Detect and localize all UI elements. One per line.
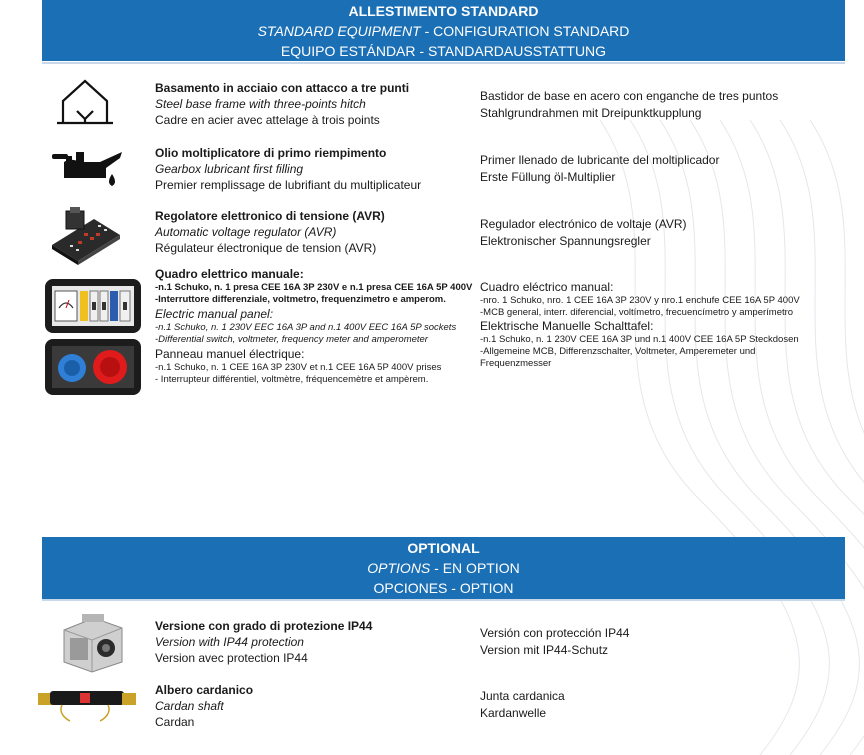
panel-fr-line1: -n.1 Schuko, n. 1 CEE 16A 3P 230V et n.1 CEE 16A 5P 400V prises — [155, 362, 442, 373]
item-avr — [0, 203, 864, 265]
option-cardan-it: Albero cardanico — [155, 683, 254, 697]
header-divider — [42, 62, 845, 64]
optional-subtitle-es-de: OPCIONES - OPTION — [373, 580, 514, 596]
cardan-shaft-icon — [34, 681, 140, 725]
item-base-frame-it: Basamento in acciaio con attacco a tre punti — [155, 81, 410, 95]
panel-es-line2: -MCB general, interr. diferencial, voltímetro, frecuencímetro y amperímetro — [480, 307, 794, 318]
item-electric-panel — [0, 266, 864, 401]
standard-subtitle-en-fr: STANDARD EQUIPMENT - CONFIGURATION STANDARD — [257, 23, 630, 39]
option-cardan-shaft — [0, 681, 864, 741]
panel-de-line3: Frequenzmesser — [480, 358, 552, 369]
item-base-frame-de: Stahlgrundrahmen mit Dreipunktkupplung — [480, 106, 702, 120]
panel-fr-title: Panneau manuel électrique: — [155, 347, 305, 361]
item-avr-es: Regulador electrónico de voltaje (AVR) — [480, 217, 687, 231]
optional-divider — [42, 599, 845, 601]
item-avr-fr: Régulateur électronique de tension (AVR) — [155, 241, 377, 255]
ip44-enclosure-icon — [60, 612, 126, 674]
panel-en-line1: -n.1 Schuko, n. 1 230V EEC 16A 3P and n.1 400V EEC 16A 5P sockets — [155, 322, 457, 333]
panel-meters-icon — [44, 278, 142, 334]
item-base-frame — [0, 75, 864, 135]
item-gearbox-oil-fr: Premier remplissage de lubrifiant du multiplicateur — [155, 178, 422, 192]
item-avr-de: Elektronischer Spannungsregler — [480, 234, 651, 248]
panel-sockets-icon — [44, 338, 142, 396]
optional-title: OPTIONAL — [407, 540, 480, 556]
option-ip44 — [0, 612, 864, 677]
item-gearbox-oil-de: Erste Füllung öl-Multiplier — [480, 170, 616, 184]
standard-subtitle-es-de: EQUIPO ESTÁNDAR - STANDARDAUSSTATTUNG — [280, 43, 607, 59]
item-gearbox-oil-it: Olio moltiplicatore di primo riempimento — [155, 146, 387, 160]
option-cardan-de: Kardanwelle — [480, 706, 547, 720]
panel-it-line2: -Interruttore differenziale, voltmetro, frequenzimetro e amperom. — [155, 294, 446, 305]
panel-de-line1: -n.1 Schuko, n. 1 230V CEE 16A 3P und n.1 400V CEE 16A 5P Steckdosen — [480, 334, 799, 345]
item-gearbox-oil-es: Primer llenado de lubricante del moltiplicador — [480, 153, 720, 167]
optional-header — [42, 537, 845, 599]
standard-title: ALLESTIMENTO STANDARD — [348, 3, 539, 19]
panel-it-title: Quadro elettrico manuale: — [155, 267, 304, 281]
option-ip44-es: Versión con protección IP44 — [480, 626, 630, 640]
panel-en-line2: -Differential switch, voltmeter, frequency meter and amperometer — [155, 334, 428, 345]
avr-board-icon — [48, 205, 124, 265]
base-frame-icon — [55, 75, 115, 130]
item-gearbox-oil — [0, 140, 864, 200]
option-cardan-fr: Cardan — [155, 715, 195, 729]
panel-es-title: Cuadro eléctrico manual: — [480, 280, 614, 294]
option-ip44-fr: Version avec protection IP44 — [155, 651, 308, 665]
option-ip44-de: Version mit IP44-Schutz — [480, 643, 609, 657]
item-gearbox-oil-en: Gearbox lubricant first filling — [155, 162, 304, 176]
item-avr-it: Regolatore elettronico di tensione (AVR) — [155, 209, 385, 223]
item-base-frame-es: Bastidor de base en acero con enganche de tres puntos — [480, 89, 779, 103]
standard-equipment-header — [42, 0, 845, 61]
panel-de-line2: -Allgemeine MCB, Differenzschalter, Voltmeter, Amperemeter und — [480, 346, 756, 357]
panel-it-line1: -n.1 Schuko, n. 1 presa CEE 16A 3P 230V e n.1 presa CEE 16A 5P 400V — [155, 282, 473, 293]
optional-subtitle-en-fr: OPTIONS - EN OPTION — [367, 560, 520, 576]
option-cardan-en: Cardan shaft — [155, 699, 224, 713]
option-ip44-it: Versione con grado di protezione IP44 — [155, 619, 373, 633]
item-base-frame-fr: Cadre en acier avec attelage à trois points — [155, 113, 380, 127]
option-ip44-en: Version with IP44 protection — [155, 635, 304, 649]
panel-en-title: Electric manual panel: — [155, 307, 274, 321]
option-cardan-es: Junta cardanica — [480, 689, 565, 703]
item-avr-en: Automatic voltage regulator (AVR) — [155, 225, 337, 239]
panel-fr-line2: - Interrupteur différentiel, voltmètre, fréquencemètre et ampèrem. — [155, 374, 429, 385]
panel-de-title: Elektrische Manuelle Schalttafel: — [480, 319, 654, 333]
item-base-frame-en: Steel base frame with three-points hitch — [155, 97, 366, 111]
panel-es-line1: -nro. 1 Schuko, nro. 1 CEE 16A 3P 230V y nro.1 enchufe CEE 16A 5P 400V — [480, 295, 800, 306]
oil-can-icon — [50, 144, 124, 190]
